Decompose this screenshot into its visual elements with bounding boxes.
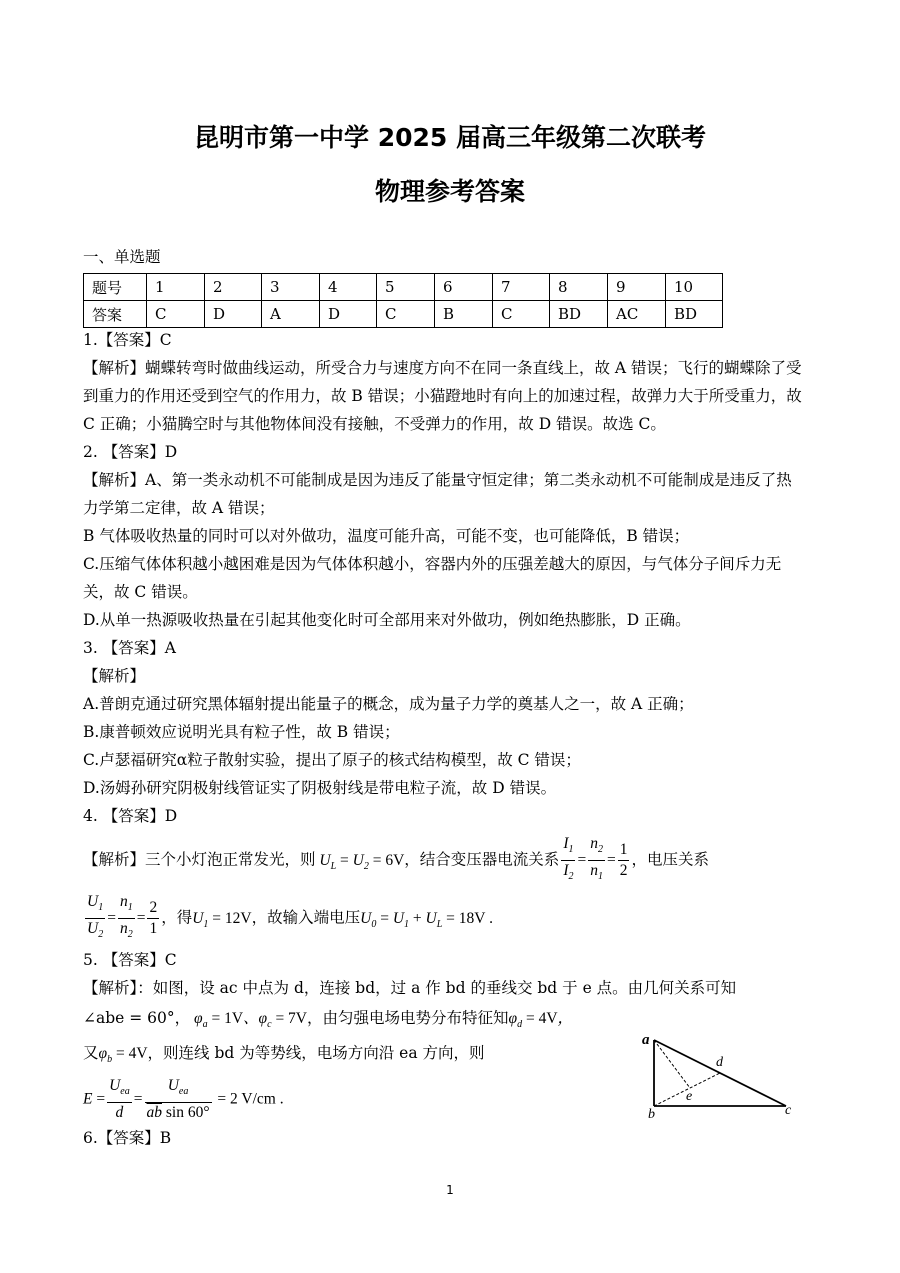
table-cell: 8 <box>550 274 608 301</box>
formula: $\varphi_a = 1V$、$\varphi_c = 7V$ <box>190 1010 307 1031</box>
q4-answer: 4. 【答案】D <box>83 807 178 825</box>
table-cell: C <box>147 301 205 328</box>
table-row-numbers <box>84 274 723 301</box>
formula-fraction: $\frac{U_{ea}}{\overline{ab} \sin 60^\circ}$ <box>146 1077 210 1122</box>
q1-explanation-line: 【解析】蝴蝶转弯时做曲线运动，所受合力与速度方向不在同一条直线上，故 A 错误；飞行的蝴蝶除了受 <box>83 359 802 377</box>
formula-fraction: $\frac{U_1}{U_2}$ <box>87 893 104 941</box>
text: ，电压关系 <box>631 850 709 869</box>
formula-fraction: $\frac{U_{ea}}{d}$ <box>109 1077 130 1122</box>
table-cell: 2 <box>205 274 262 301</box>
q2-explanation-line: 关，故 C 错误。 <box>83 583 198 601</box>
q3-explanation-line: A.普朗克通过研究黑体辐射提出能量子的概念，成为量子力学的奠基人之一，故 A 正确； <box>83 695 694 713</box>
formula: $\varphi_d = 4V$， <box>508 1010 574 1031</box>
table-cell: 题号 <box>84 274 147 301</box>
formula-fraction: $\frac{I_1}{I_2}$ <box>563 835 574 883</box>
q1-explanation-line: 到重力的作用还受到空气的作用力，故 B 错误；小猫蹬地时有向上的加速过程，故弹力大于所受重力，故 <box>83 387 802 405</box>
q6-answer: 6.【答案】B <box>83 1129 172 1147</box>
q2-answer: 2. 【答案】D <box>83 443 178 461</box>
q2-explanation-line: B 气体吸收热量的同时可以对外做功，温度可能升高，可能不变，也可能降低，B 错误； <box>83 527 690 545</box>
formula: $U_1 = 12V$ <box>192 909 252 930</box>
q5-formula-line: E = $\frac{U_{ea}}{d}$ = $\frac{U_{ea}}{\overline{ab} \sin 60^\circ}$ = 2 V/cm . <box>83 1077 284 1122</box>
section-heading: 一、单选题 <box>83 248 161 266</box>
text: ，则连线 bd 为等势线，电场方向沿 ea 方向，则 <box>147 1044 485 1062</box>
q3-explanation-line: D.汤姆孙研究阴极射线管证实了阴极射线是带电粒子流，故 D 错误。 <box>83 779 557 797</box>
text: 又 <box>83 1044 99 1062</box>
formula: $U_0 = U_1 + U_L = 18V$ . <box>360 909 493 930</box>
table-cell: 7 <box>493 274 550 301</box>
table-cell: 10 <box>666 274 723 301</box>
vertex-label-b: b <box>648 1107 655 1118</box>
text: ∠abe = 60°， <box>83 1009 191 1027</box>
q2-explanation-line: 力学第二定律，故 A 错误； <box>83 499 275 517</box>
table-cell: 6 <box>435 274 493 301</box>
vertex-label-a: a <box>642 1032 650 1048</box>
formula: $U_L = U_2 = 6V$ <box>315 851 405 872</box>
table-cell: B <box>435 301 493 328</box>
table-cell: 3 <box>262 274 320 301</box>
q4-explanation-line-2: $\frac{U_1}{U_2}$ = $\frac{n_1}{n_2}$ = $\frac{2}{1}$ ，得$U_1 = 12V$，故输入端电压$U_0 = U_1 + U_L = 18V$ . <box>83 892 493 945</box>
q3-explanation-line: B.康普顿效应说明光具有粒子性，故 B 错误； <box>83 723 400 741</box>
table-cell: C <box>377 301 435 328</box>
table-cell: 9 <box>608 274 666 301</box>
formula-fraction: $\frac{n_1}{n_2}$ <box>119 893 133 941</box>
text: 【解析】三个小灯泡正常发光，则 <box>83 850 316 869</box>
point-label-e: e <box>686 1089 693 1104</box>
formula-fraction: $\frac{1}{2}$ <box>619 841 628 880</box>
point-label-d: d <box>716 1055 723 1070</box>
table-cell: 1 <box>147 274 205 301</box>
table-cell: 5 <box>377 274 435 301</box>
q1-explanation-line: C 正确；小猫腾空时与其他物体间没有接触，不受弹力的作用，故 D 错误。故选 C。 <box>83 415 666 433</box>
table-row-answers <box>84 301 723 328</box>
table-cell: BD <box>666 301 723 328</box>
q1-answer: 1.【答案】C <box>83 331 172 349</box>
q5-explanation-line <box>83 1043 485 1070</box>
text: ，由匀强电场电势分布特征知 <box>307 1009 509 1027</box>
vertex-label-c: c <box>785 1103 792 1118</box>
formula: $\varphi_b = 4V$ <box>98 1045 148 1066</box>
text: ，故输入端电压 <box>251 908 361 927</box>
q4-explanation-line-1: 【解析】三个小灯泡正常发光，则 $U_L = U_2 = 6V$，结合变压器电流关系 $\frac{I_1}{I_2}$ = $\frac{n_2}{n_1}$ = $\frac{1}{2}$ ，电压关系 <box>83 834 709 887</box>
table-cell: 答案 <box>84 301 147 328</box>
table-cell: A <box>262 301 320 328</box>
q3-answer: 3. 【答案】A <box>83 639 176 657</box>
q2-explanation-line: 【解析】A、第一类永动机不可能制成是因为违反了能量守恒定律；第二类永动机不可能制成是违反了热 <box>83 471 792 489</box>
table-cell: 4 <box>320 274 377 301</box>
document-title: 昆明市第一中学 2025 届高三年级第二次联考 <box>194 123 706 152</box>
text: ，结合变压器电流关系 <box>404 850 560 869</box>
answer-table <box>83 273 723 328</box>
q3-explanation-line: 【解析】 <box>83 667 146 685</box>
text: ，得 <box>161 908 193 927</box>
q2-explanation-line: D.从单一热源吸收热量在引起其他变化时可全部用来对外做功，例如绝热膨胀，D 正确。 <box>83 611 691 629</box>
formula-fraction: $\frac{2}{1}$ <box>149 899 158 938</box>
table-cell: C <box>493 301 550 328</box>
q2-explanation-line: C.压缩气体体积越小越困难是因为气体体积越小，容器内外的压强差越大的原因，与气体分子间斥力无 <box>83 555 782 573</box>
table-cell: D <box>320 301 377 328</box>
triangle-figure <box>638 1028 798 1118</box>
formula: E = <box>83 1090 106 1108</box>
q5-explanation-line <box>83 1008 573 1035</box>
q5-answer: 5. 【答案】C <box>83 951 177 969</box>
q5-explanation-line: 【解析】：如图，设 ac 中点为 d，连接 bd，过 a 作 bd 的垂线交 bd 于 e 点。由几何关系可知 <box>83 979 737 997</box>
table-cell: D <box>205 301 262 328</box>
formula-fraction: $\frac{n_2}{n_1}$ <box>590 835 603 883</box>
q3-explanation-line: C.卢瑟福研究α粒子散射实验，提出了原子的核式结构模型，故 C 错误； <box>83 751 581 769</box>
document-subtitle: 物理参考答案 <box>374 177 525 206</box>
page-number: 1 <box>446 1183 454 1197</box>
table-cell: BD <box>550 301 608 328</box>
table-cell: AC <box>608 301 666 328</box>
